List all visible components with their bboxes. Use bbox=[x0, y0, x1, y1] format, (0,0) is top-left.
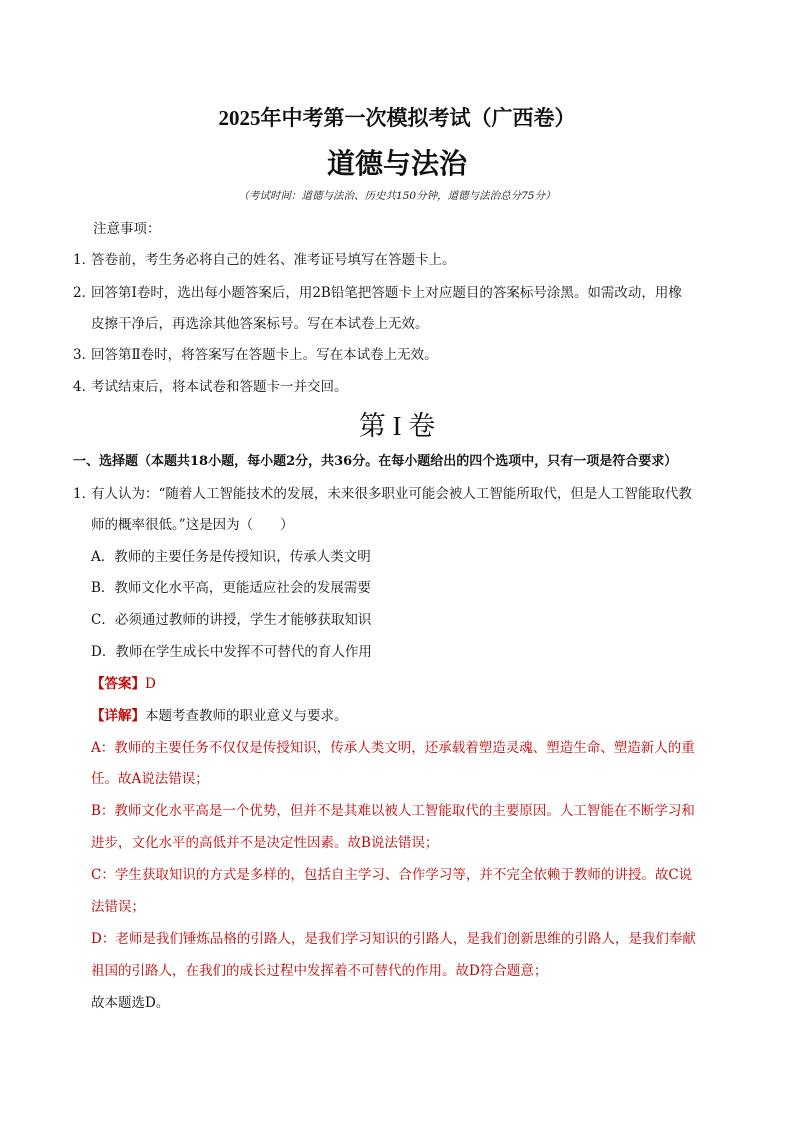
answer-value: D bbox=[145, 676, 156, 692]
option-a: A．教师的主要任务是传授知识，传承人类文明 bbox=[91, 549, 371, 565]
analysis-line: A：教师的主要任务不仅仅是传授知识，传承人类文明，还承载着塑造灵魂、塑造生命、塑造新人的重 bbox=[91, 740, 695, 756]
analysis-line: D：老师是我们锤炼品格的引路人，是我们学习知识的引路人，是我们创新思维的引路人，是我们奉献 bbox=[91, 931, 696, 947]
notice-heading: 注意事项： bbox=[93, 221, 161, 237]
question-stem-line1: 有人认为：“随着人工智能技术的发展，未来很多职业可能会被人工智能所取代，但是人工智能取代教 bbox=[91, 486, 692, 502]
option-b: B．教师文化水平高，更能适应社会的发展需要 bbox=[91, 580, 371, 596]
analysis-line: 祖国的引路人，在我们的成长过程中发挥着不可替代的作用。故D符合题意； bbox=[91, 963, 548, 979]
question-num: 1． bbox=[73, 486, 96, 502]
notice-item bbox=[73, 345, 438, 365]
notice-num: 1． bbox=[73, 252, 96, 268]
notice-text-cont: 皮擦干净后，再选涂其他答案标号。写在本试卷上无效。 bbox=[91, 316, 429, 332]
notice-num: 2． bbox=[73, 285, 96, 301]
question-stem bbox=[73, 484, 692, 504]
notice-num: 4． bbox=[73, 379, 96, 395]
analysis-line: B：教师文化水平高是一个优势，但并不是其难以被人工智能取代的主要原因。人工智能在不断学习和 bbox=[91, 803, 695, 819]
analysis-line: 任。故A说法错误； bbox=[91, 771, 209, 787]
subject-title: 道德与法治 bbox=[326, 147, 467, 180]
detail-line bbox=[91, 706, 348, 726]
time-note: （考试时间：道德与法治、历史共150分钟，道德与法治总分75分） bbox=[238, 190, 556, 202]
answer-line bbox=[91, 674, 156, 694]
notice-item bbox=[73, 283, 682, 303]
section-title: 第 I 卷 bbox=[358, 411, 436, 441]
notice-item bbox=[73, 377, 348, 397]
analysis-line: C：学生获取知识的方式是多样的，包括自主学习、合作学习等，并不完全依赖于教师的讲授。故C说 bbox=[91, 867, 693, 883]
question-stem-line2: 师的概率很低。”这是因为（ ） bbox=[91, 517, 294, 533]
notice-text: 回答第Ⅰ卷时，选出每小题答案后，用2B铅笔把答题卡上对应题目的答案标号涂黑。如需改动，用橡 bbox=[91, 285, 682, 301]
analysis-line: 进步，文化水平的高低并不是决定性因素。故B说法错误； bbox=[91, 835, 439, 851]
notice-num: 3． bbox=[73, 347, 96, 363]
part-heading: 一、选择题（本题共18小题，每小题2分，共36分。在每小题给出的四个选项中，只有一项是符合要求） bbox=[73, 454, 678, 469]
analysis-line: 法错误； bbox=[91, 899, 145, 915]
notice-text: 考试结束后，将本试卷和答题卡一并交回。 bbox=[91, 379, 348, 395]
notice-text: 答卷前，考生务必将自己的姓名、准考证号填写在答题卡上。 bbox=[91, 252, 456, 268]
notice-text: 回答第Ⅱ卷时，将答案写在答题卡上。写在本试卷上无效。 bbox=[91, 347, 438, 363]
option-d: D．教师在学生成长中发挥不可替代的育人作用 bbox=[91, 644, 372, 660]
option-c: C．必须通过教师的讲授，学生才能够获取知识 bbox=[91, 612, 372, 628]
notice-item bbox=[73, 250, 456, 270]
answer-label: 【答案】 bbox=[91, 676, 145, 692]
detail-intro: 本题考查教师的职业意义与要求。 bbox=[145, 708, 348, 724]
detail-label: 【详解】 bbox=[91, 708, 145, 724]
exam-title: 2025年中考第一次模拟考试（广西卷） bbox=[218, 106, 576, 130]
conclusion: 故本题选D。 bbox=[91, 995, 170, 1011]
